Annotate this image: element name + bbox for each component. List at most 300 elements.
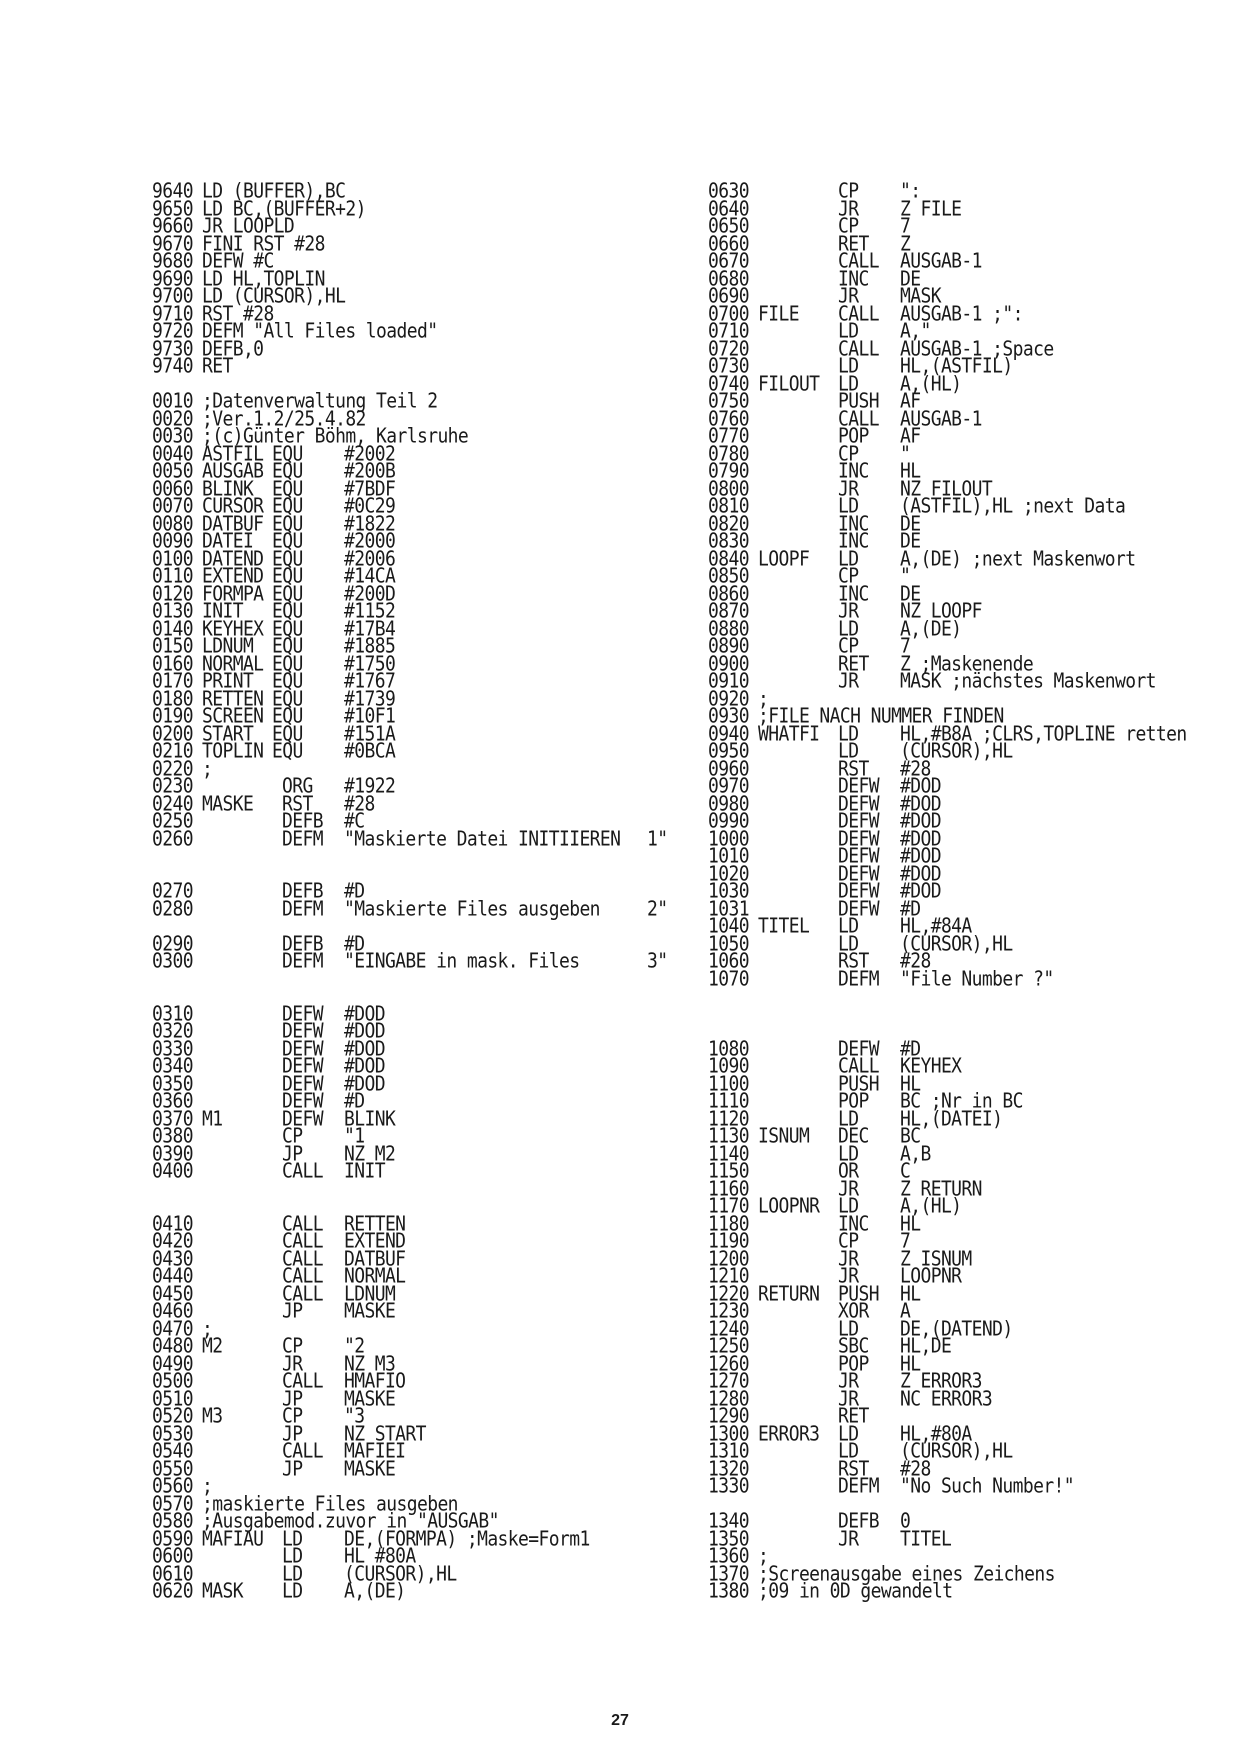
operand: 7 <box>900 214 911 239</box>
opcode: DEFW <box>282 1019 323 1044</box>
operand: HL <box>900 459 921 484</box>
line-number: 0280 <box>152 897 193 921</box>
code-line <box>708 1509 1208 1534</box>
operand: 0 <box>900 1509 911 1534</box>
opcode: LD <box>282 1527 303 1551</box>
line-number: 1031 <box>708 897 749 921</box>
operand: MASKE <box>344 1457 396 1481</box>
line-number: 0430 <box>152 1247 193 1271</box>
code-line <box>152 1089 712 1114</box>
label: PRINT <box>202 669 254 694</box>
opcode: JR <box>838 1387 859 1411</box>
operand: #1885 <box>344 634 396 659</box>
opcode: EQU <box>272 617 303 641</box>
opcode: JR <box>282 1352 303 1376</box>
opcode: INC <box>838 582 869 606</box>
opcode: DEFW <box>838 844 879 869</box>
operand: "File Number ?" <box>900 967 1054 991</box>
line-number: 0910 <box>708 669 749 694</box>
operand: #DOD <box>344 1072 385 1096</box>
opcode: DEFB <box>282 932 323 956</box>
line-number: 0590 <box>152 1527 193 1551</box>
line-number: 0650 <box>708 214 749 239</box>
line-number: 0120 <box>152 582 193 606</box>
code-line <box>708 1334 1208 1359</box>
line-number: 0240 <box>152 792 193 816</box>
line-number: 9740 <box>152 354 193 379</box>
line-number: 0580 <box>152 1509 193 1534</box>
operand: Z FILE <box>900 197 962 221</box>
operand: #1152 <box>344 599 396 624</box>
line-number: 1320 <box>708 1457 749 1481</box>
opcode: DEFW <box>282 1002 323 1026</box>
opcode: CALL <box>282 1282 323 1306</box>
code-line <box>152 1019 712 1044</box>
operand: A,(DE) <box>344 1579 406 1604</box>
line-number: 0220 <box>152 757 193 781</box>
opcode: CALL <box>838 337 879 361</box>
label: M2 <box>202 1334 223 1359</box>
operand: MASK <box>900 284 941 309</box>
opcode: LD <box>838 932 859 956</box>
operand: (CURSOR),HL <box>232 284 346 309</box>
operand: HL <box>900 1072 921 1096</box>
line-number: 0810 <box>708 494 749 519</box>
line-number: 9650 <box>152 197 193 221</box>
operand: RETTEN <box>344 1212 406 1236</box>
opcode: LD <box>838 1439 859 1464</box>
operand: HMAFIO <box>344 1369 406 1394</box>
line-number: 1080 <box>708 1037 749 1061</box>
opcode: SBC <box>838 1334 869 1359</box>
operand: #200D <box>344 582 396 606</box>
opcode: LD <box>838 739 859 764</box>
opcode: CALL <box>838 249 879 274</box>
label: FILOUT <box>758 372 820 396</box>
operand: HL <box>900 1352 921 1376</box>
operand: #C <box>253 249 274 274</box>
operand: #DOD <box>900 827 941 851</box>
operand: NC ERROR3 <box>900 1387 993 1411</box>
line-number: 1010 <box>708 844 749 869</box>
line-number: 0210 <box>152 739 193 764</box>
menu-number: 2" <box>647 897 668 921</box>
opcode: CALL <box>282 1229 323 1254</box>
code-line <box>708 669 1208 694</box>
line-number: 1260 <box>708 1352 749 1376</box>
opcode: JP <box>282 1457 303 1481</box>
opcode: JR <box>202 214 223 239</box>
opcode: JR <box>838 1177 859 1201</box>
operand: #200B <box>344 459 396 484</box>
line-number: 0270 <box>152 879 193 904</box>
operand: TITEL <box>900 1527 952 1551</box>
opcode: CALL <box>282 1264 323 1289</box>
opcode: CP <box>838 564 859 589</box>
opcode: DEFW <box>838 1037 879 1061</box>
operand: #DOD <box>900 774 941 799</box>
opcode: DEFM <box>202 319 243 344</box>
line-number: 0130 <box>152 599 193 624</box>
line-number: 0500 <box>152 1369 193 1394</box>
operand: "Maskierte Files ausgeben <box>344 897 600 921</box>
operand: NORMAL <box>344 1264 406 1289</box>
code-line <box>152 1229 712 1254</box>
line-number: 9690 <box>152 267 193 291</box>
line-number: 0960 <box>708 757 749 781</box>
opcode: DEFB <box>838 1509 879 1534</box>
line-number: 0200 <box>152 722 193 746</box>
opcode: DEFB <box>282 809 323 834</box>
code-line <box>708 564 1208 589</box>
operand: #1922 <box>344 774 396 799</box>
opcode: DEFM <box>838 967 879 991</box>
opcode: LD <box>838 372 859 396</box>
code-line <box>708 1124 1208 1149</box>
opcode: EQU <box>272 687 303 711</box>
code-line <box>708 249 1208 274</box>
code-line <box>152 897 712 921</box>
opcode: CALL <box>282 1439 323 1464</box>
label-or-comment: ;(c)Günter Böhm, Karlsruhe <box>202 424 469 449</box>
line-number: 0340 <box>152 1054 193 1079</box>
opcode: INC <box>838 529 869 554</box>
label: SCREEN <box>202 704 264 729</box>
operand: #28 <box>242 302 274 326</box>
line-number: 0760 <box>708 407 749 431</box>
label: MASKE <box>202 792 254 816</box>
opcode: LD <box>838 547 859 571</box>
line-number: 9680 <box>152 249 193 274</box>
line-number: 1310 <box>708 1439 749 1464</box>
operand: (BUFFER),BC <box>232 179 346 204</box>
line-number: 0330 <box>152 1037 193 1061</box>
line-number: 0890 <box>708 634 749 659</box>
operand: A," <box>900 319 931 344</box>
line-number: 1140 <box>708 1142 749 1166</box>
code-line <box>152 1579 712 1604</box>
label: MAFIAU <box>202 1527 264 1551</box>
operand: AUSGAB-1 ;Space <box>900 337 1054 361</box>
line-number: 0840 <box>708 547 749 571</box>
operand: " <box>900 442 911 466</box>
opcode: JR <box>838 477 859 501</box>
opcode: DEC <box>838 1124 869 1149</box>
line-number: 0660 <box>708 232 749 256</box>
opcode: EQU <box>272 669 303 694</box>
line-number: 0030 <box>152 424 193 449</box>
opcode: LD <box>202 197 223 221</box>
line-number: 0690 <box>708 284 749 309</box>
operand: MASKE <box>344 1387 396 1411</box>
opcode: JP <box>282 1387 303 1411</box>
operand: "No Such Number!" <box>900 1474 1075 1499</box>
label: ERROR3 <box>758 1422 820 1446</box>
line-number: 0550 <box>152 1457 193 1481</box>
code-line <box>708 879 1208 904</box>
line-number: 0260 <box>152 827 193 851</box>
operand: HL,(ASTFIL) <box>900 354 1013 379</box>
operand: (CURSOR),HL <box>900 932 1013 956</box>
line-number: 0600 <box>152 1544 193 1569</box>
opcode: POP <box>838 424 869 449</box>
line-number: 0370 <box>152 1107 193 1131</box>
code-line <box>708 1194 1208 1219</box>
operand: HL #80A <box>344 1544 416 1569</box>
operand: #0BCA <box>344 739 396 764</box>
opcode: LD <box>282 1579 303 1604</box>
opcode: EQU <box>272 564 303 589</box>
line-number: 9670 <box>152 232 193 256</box>
line-number: 0520 <box>152 1404 193 1429</box>
operand: #1750 <box>344 652 396 676</box>
label-or-comment: ;09 in 0D gewandelt <box>758 1579 953 1604</box>
operand: HL,DE <box>900 1334 952 1359</box>
line-number: 1120 <box>708 1107 749 1131</box>
opcode: JR <box>838 284 859 309</box>
line-number: 0010 <box>152 389 193 414</box>
label: WHATFI <box>758 722 820 746</box>
code-line <box>708 1439 1208 1464</box>
line-number: 0870 <box>708 599 749 624</box>
opcode: EQU <box>272 582 303 606</box>
opcode: LD <box>838 1142 859 1166</box>
opcode: LD <box>838 1422 859 1446</box>
opcode: EQU <box>272 739 303 764</box>
operand: LDNUM <box>344 1282 396 1306</box>
label: KEYHEX <box>202 617 264 641</box>
opcode: CALL <box>838 302 879 326</box>
code-line <box>708 1474 1208 1499</box>
line-number: 1150 <box>708 1159 749 1184</box>
line-number: 0820 <box>708 512 749 536</box>
opcode: DEFW <box>282 1089 323 1114</box>
operand: " <box>900 564 911 589</box>
operand: #DOD <box>900 879 941 904</box>
line-number: 1060 <box>708 949 749 974</box>
line-number: 0930 <box>708 704 749 729</box>
opcode: EQU <box>272 722 303 746</box>
line-number: 1220 <box>708 1282 749 1306</box>
label-or-comment: ;maskierte Files ausgeben <box>202 1492 458 1516</box>
operand: #0C29 <box>344 494 396 519</box>
label-or-comment: ;Datenverwaltung Teil 2 <box>202 389 438 414</box>
opcode: CALL <box>282 1212 323 1236</box>
code-text <box>758 1579 953 1604</box>
operand: NZ LOOPF <box>900 599 982 624</box>
operand: #DOD <box>900 844 941 869</box>
opcode: ORG <box>282 774 313 799</box>
operand: ": <box>900 179 921 204</box>
label: ISNUM <box>758 1124 810 1149</box>
line-number: 0610 <box>152 1562 193 1586</box>
line-number: 1190 <box>708 1229 749 1254</box>
opcode: DEFW <box>838 792 879 816</box>
opcode: LD <box>838 722 859 746</box>
opcode: LD <box>202 179 223 204</box>
opcode: EQU <box>272 494 303 519</box>
operand: #17B4 <box>344 617 396 641</box>
line-number: 0630 <box>708 179 749 204</box>
line-number: 0830 <box>708 529 749 554</box>
code-line <box>152 1264 712 1289</box>
operand: A,B <box>900 1142 931 1166</box>
opcode: CALL <box>838 407 879 431</box>
line-number: 1210 <box>708 1264 749 1289</box>
operand: #D <box>344 879 365 904</box>
line-number: 9700 <box>152 284 193 309</box>
label-or-comment: ; <box>758 1544 769 1569</box>
code-line <box>152 1299 712 1324</box>
operand: DE <box>900 582 921 606</box>
operand: MASK ;nächstes Maskenwort <box>900 669 1156 694</box>
line-number: 1040 <box>708 914 749 939</box>
line-number: 1020 <box>708 862 749 886</box>
opcode: EQU <box>272 459 303 484</box>
operand: DATBUF <box>344 1247 406 1271</box>
opcode: EQU <box>272 512 303 536</box>
operand: BC <box>900 1124 921 1149</box>
code-line <box>152 1404 712 1429</box>
opcode: CALL <box>282 1247 323 1271</box>
operand: HL,#84A <box>900 914 972 939</box>
blank-gap <box>152 1180 712 1215</box>
operand: #7BDF <box>344 477 396 501</box>
opcode: INC <box>838 1212 869 1236</box>
line-number: 1350 <box>708 1527 749 1551</box>
code-line <box>708 774 1208 799</box>
code-line <box>152 827 712 851</box>
opcode: CP <box>838 442 859 466</box>
line-number: 0140 <box>152 617 193 641</box>
operand: NZ M3 <box>344 1352 396 1376</box>
code-line <box>708 809 1208 834</box>
operand: NZ M2 <box>344 1142 396 1166</box>
line-number: 0020 <box>152 407 193 431</box>
operand: HL <box>900 1212 921 1236</box>
line-number: 0360 <box>152 1089 193 1114</box>
line-number: 0700 <box>708 302 749 326</box>
operand: Z ;Maskenende <box>900 652 1034 676</box>
line-number: 0070 <box>152 494 193 519</box>
operand: #14CA <box>344 564 396 589</box>
label: M3 <box>202 1404 223 1429</box>
line-number: 1270 <box>708 1369 749 1394</box>
line-number: 0390 <box>152 1142 193 1166</box>
operand: #28 <box>900 949 931 974</box>
operand: #2006 <box>344 547 396 571</box>
opcode: INC <box>838 459 869 484</box>
operand: Z ISNUM <box>900 1247 972 1271</box>
code-line <box>152 1124 712 1149</box>
line-number: 0670 <box>708 249 749 274</box>
label: DATEI <box>202 529 254 554</box>
line-number: 0040 <box>152 442 193 466</box>
code-line <box>708 214 1208 239</box>
opcode: EQU <box>272 599 303 624</box>
operand: AUSGAB-1 ;": <box>900 302 1023 326</box>
line-number: 1290 <box>708 1404 749 1429</box>
code-line <box>152 1054 712 1079</box>
operand: INIT <box>344 1159 385 1184</box>
line-number: 0620 <box>152 1579 193 1604</box>
opcode: JR <box>838 1527 859 1551</box>
code-line <box>152 949 712 974</box>
line-number: 1030 <box>708 879 749 904</box>
opcode: LD <box>282 1562 303 1586</box>
line-number: 0160 <box>152 652 193 676</box>
opcode: DEFW <box>838 774 879 799</box>
line-number: 0730 <box>708 354 749 379</box>
line-number: 0920 <box>708 687 749 711</box>
line-number: 0850 <box>708 564 749 589</box>
line-number: 0940 <box>708 722 749 746</box>
line-number: 0090 <box>152 529 193 554</box>
line-number: 0510 <box>152 1387 193 1411</box>
line-number: 0460 <box>152 1299 193 1324</box>
operand: LOOPNR <box>900 1264 962 1289</box>
opcode: POP <box>838 1089 869 1114</box>
line-number: 1130 <box>708 1124 749 1149</box>
line-number: 9730 <box>152 337 193 361</box>
opcode: RST <box>202 302 233 326</box>
label: FILE <box>758 302 799 326</box>
line-number: 0320 <box>152 1019 193 1044</box>
operand: 7 <box>900 1229 911 1254</box>
code-line <box>152 739 712 764</box>
operand: AUSGAB-1 <box>900 249 982 274</box>
opcode: DEFM <box>282 949 323 974</box>
operand: #1767 <box>344 669 396 694</box>
label: LOOPNR <box>758 1194 820 1219</box>
opcode: CP <box>282 1334 303 1359</box>
code-line <box>708 424 1208 449</box>
opcode: EQU <box>272 652 303 676</box>
line-number: 0250 <box>152 809 193 834</box>
operand: #C <box>344 809 365 834</box>
operand: BC ;Nr in BC <box>900 1089 1023 1114</box>
line-number: 9720 <box>152 319 193 344</box>
operand: DE <box>900 529 921 554</box>
line-number: 0410 <box>152 1212 193 1236</box>
line-number: 0180 <box>152 687 193 711</box>
opcode: DEFM <box>282 897 323 921</box>
opcode: DEFB,0 <box>202 337 264 361</box>
opcode: LD <box>838 354 859 379</box>
line-number: 0310 <box>152 1002 193 1026</box>
line-number: 1070 <box>708 967 749 991</box>
operand: HL,#80A <box>900 1422 972 1446</box>
opcode: JP <box>282 1142 303 1166</box>
line-number: 0540 <box>152 1439 193 1464</box>
opcode: DEFW <box>202 249 243 274</box>
line-number: 0680 <box>708 267 749 291</box>
line-number: 0570 <box>152 1492 193 1516</box>
operand: #10F1 <box>344 704 396 729</box>
opcode: CALL <box>282 1159 323 1184</box>
label: MASK <box>202 1579 243 1604</box>
opcode: EQU <box>272 704 303 729</box>
line-number: 1200 <box>708 1247 749 1271</box>
opcode: RST <box>253 232 284 256</box>
line-number: 0710 <box>708 319 749 344</box>
line-number: 0080 <box>152 512 193 536</box>
operand: A <box>900 1299 911 1324</box>
label-or-comment: ; <box>202 757 213 781</box>
operand: #DOD <box>344 1019 385 1044</box>
line-number: 0300 <box>152 949 193 974</box>
label-or-comment: ;FILE NACH NUMMER FINDEN <box>758 704 1004 729</box>
